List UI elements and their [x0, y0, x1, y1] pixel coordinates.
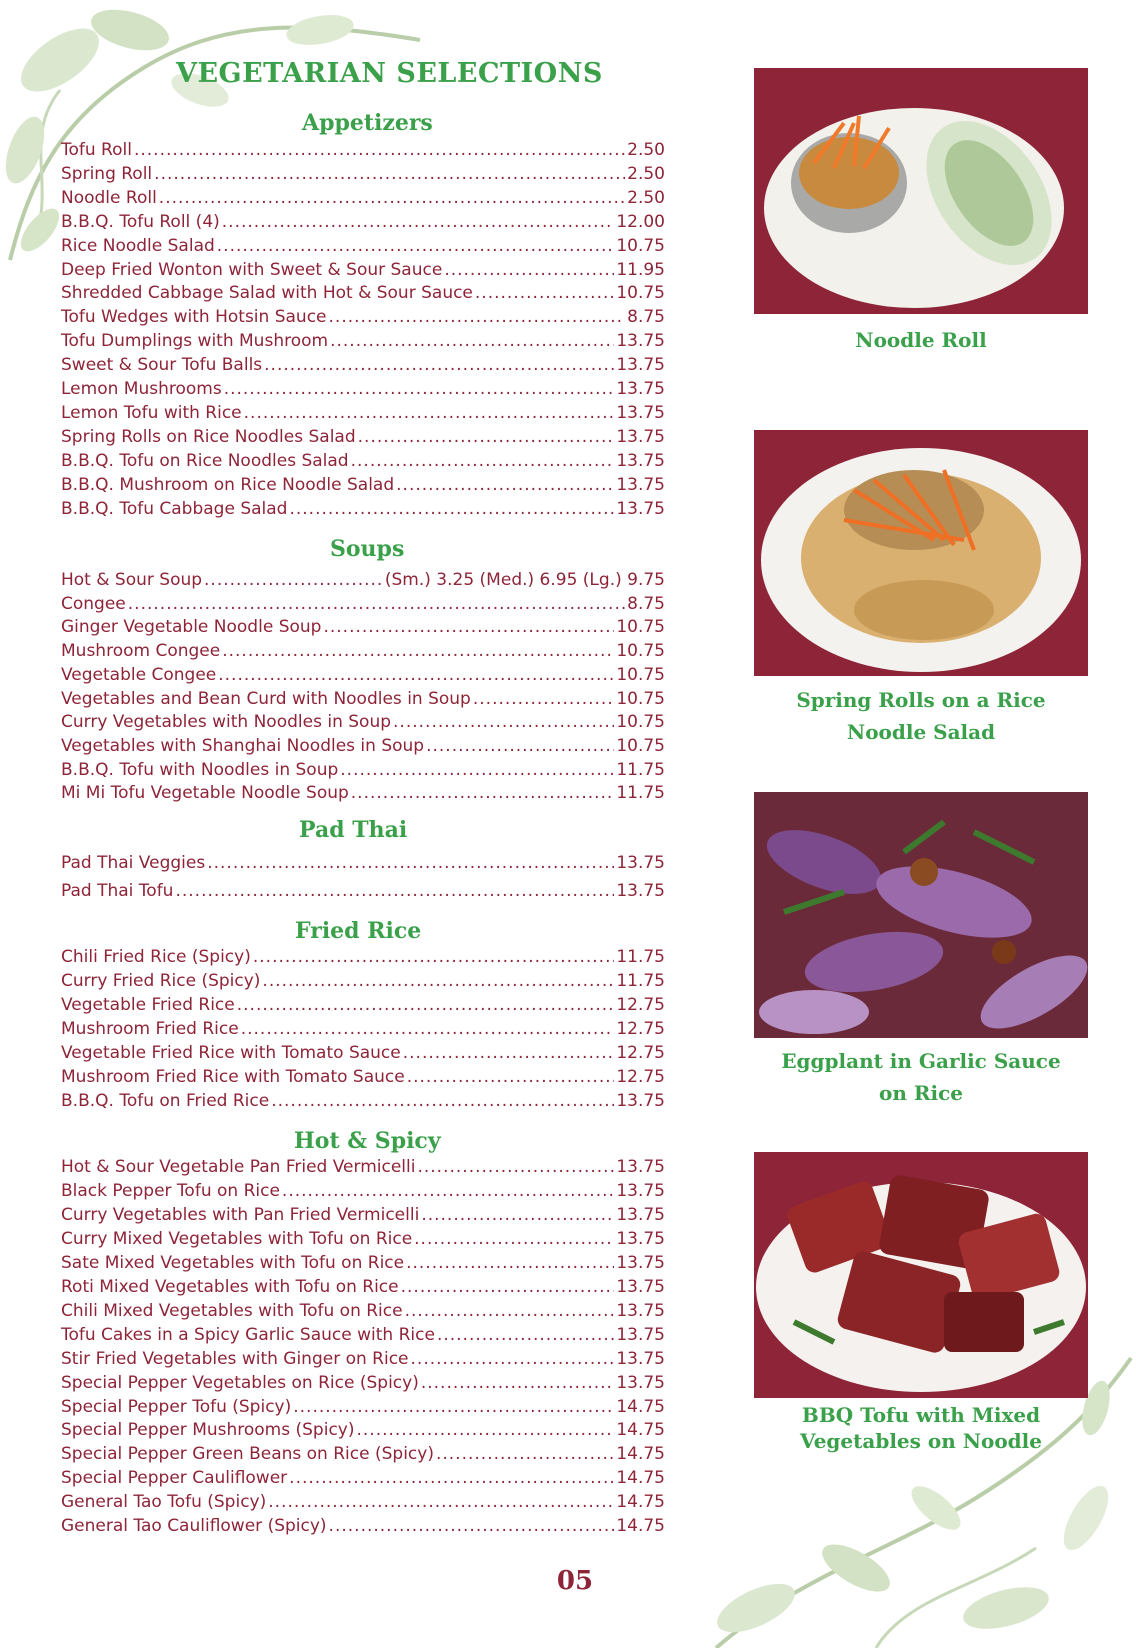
menu-item-price: 12.75 — [616, 1067, 665, 1087]
section-heading-appetizers: Appetizers — [302, 110, 433, 136]
menu-item-name: Pad Thai Tofu — [61, 881, 174, 901]
dot-leader — [351, 450, 615, 472]
dot-leader — [421, 1372, 614, 1394]
menu-item — [61, 1372, 665, 1394]
dot-leader — [405, 1300, 615, 1322]
menu-item — [61, 282, 665, 304]
menu-item-name: Curry Vegetables with Pan Fried Vermicelli — [61, 1204, 420, 1225]
menu-item — [61, 163, 665, 185]
menu-item-price: 2.50 — [627, 187, 665, 208]
menu-item-price: 10.75 — [616, 712, 665, 733]
menu-item-price: 10.75 — [616, 641, 665, 662]
caption-noodle-roll: Noodle Roll — [855, 328, 987, 352]
dot-leader — [262, 970, 614, 992]
menu-item — [61, 1419, 665, 1441]
menu-item — [61, 1156, 665, 1178]
menu-item — [61, 1348, 665, 1370]
menu-item-price: (Sm.) 3.25 (Med.) 6.95 (Lg.) 9.75 — [384, 570, 665, 590]
menu-item-price: 11.95 — [616, 259, 665, 280]
menu-item-price: 13.75 — [616, 1228, 665, 1249]
menu-item-price: 14.75 — [616, 1516, 665, 1537]
menu-item-name: Vegetable Fried Rice — [61, 995, 235, 1015]
dot-leader — [241, 1018, 615, 1040]
photo-eggplant-garlic — [754, 792, 1088, 1038]
menu-item-name: Lemon Tofu with Rice — [61, 402, 242, 423]
dot-leader — [218, 664, 614, 686]
dot-leader — [421, 1204, 614, 1226]
menu-item-price: 13.75 — [616, 1204, 665, 1225]
menu-item — [61, 1180, 665, 1202]
menu-item-price: 11.75 — [616, 759, 665, 780]
menu-item-name: Special Pepper Vegetables on Rice (Spicy) — [61, 1372, 419, 1393]
dot-leader — [293, 1396, 614, 1418]
menu-item — [61, 1300, 665, 1322]
menu-item-name: Tofu Roll — [61, 140, 132, 160]
dot-leader — [207, 852, 614, 874]
menu-item-name: Tofu Cakes in a Spicy Garlic Sauce with Rice — [61, 1324, 435, 1345]
menu-item-price: 12.75 — [616, 1019, 665, 1039]
menu-item-price: 10.75 — [616, 688, 665, 709]
menu-item-name: Shredded Cabbage Salad with Hot & Sour Sauce — [61, 283, 473, 304]
menu-item-price: 14.75 — [616, 1396, 665, 1417]
menu-item-price: 13.75 — [616, 1372, 665, 1393]
menu-item — [61, 970, 665, 992]
menu-item — [61, 474, 665, 496]
menu-item — [61, 211, 665, 233]
caption-spring-rolls-salad: Spring Rolls on a Rice Noodle Salad — [796, 688, 1046, 744]
menu-item-name: Curry Vegetables with Noodles in Soup — [61, 712, 392, 733]
menu-item-price: 14.75 — [616, 1420, 665, 1441]
menu-item-name: Vegetable Fried Rice with Tomato Sauce — [61, 1043, 401, 1063]
dot-leader — [351, 782, 615, 804]
menu-item — [61, 330, 665, 352]
dot-leader — [444, 259, 614, 281]
menu-item-name: Spring Rolls on Rice Noodles Salad — [61, 426, 356, 447]
dot-leader — [271, 1090, 614, 1112]
menu-item-name: Special Pepper Cauliflower — [61, 1468, 288, 1489]
menu-item-name: Special Pepper Mushrooms (Spicy) — [61, 1420, 355, 1441]
menu-item — [61, 1515, 665, 1537]
section-heading-fried-rice: Fried Rice — [295, 918, 422, 944]
menu-item-price: 10.75 — [616, 664, 665, 685]
menu-item-name: Ginger Vegetable Noodle Soup — [61, 617, 322, 638]
dot-leader — [222, 640, 614, 662]
menu-item-price: 13.75 — [616, 498, 665, 519]
dot-leader — [406, 1252, 614, 1274]
menu-item — [61, 354, 665, 376]
menu-item — [61, 1042, 665, 1064]
menu-item-name: Vegetable Congee — [61, 664, 217, 685]
menu-item-price: 12.75 — [616, 995, 665, 1015]
menu-item-name: Stir Fried Vegetables with Ginger on Rice — [61, 1348, 409, 1369]
menu-item — [61, 569, 665, 591]
menu-item — [61, 880, 665, 902]
menu-item-price: 13.75 — [616, 1324, 665, 1345]
menu-item-price: 8.75 — [627, 593, 665, 614]
menu-item-price: 13.75 — [616, 331, 665, 352]
menu-item — [61, 1090, 665, 1112]
dot-leader — [330, 330, 614, 352]
menu-item-price: 13.75 — [616, 379, 665, 399]
dot-leader — [289, 1467, 614, 1489]
menu-item — [61, 1396, 665, 1418]
menu-item — [61, 378, 665, 400]
photo-spring-rolls-salad — [754, 430, 1088, 676]
section-heading-hot-spicy: Hot & Spicy — [294, 1128, 441, 1154]
menu-item — [61, 616, 665, 638]
menu-item-price: 13.75 — [616, 402, 665, 423]
menu-item — [61, 1276, 665, 1298]
dot-leader — [159, 187, 625, 209]
menu-item — [61, 1066, 665, 1088]
dot-leader — [417, 1156, 614, 1178]
photo-noodle-roll — [754, 68, 1088, 314]
menu-item — [61, 187, 665, 209]
caption-eggplant-garlic: Eggplant in Garlic Sauce on Rice — [781, 1049, 1061, 1105]
menu-item-price: 13.75 — [616, 1180, 665, 1201]
section-heading-pad-thai: Pad Thai — [299, 817, 408, 843]
menu-item-name: Black Pepper Tofu on Rice — [61, 1180, 280, 1201]
menu-item-price: 2.50 — [627, 140, 665, 160]
menu-item — [61, 782, 665, 804]
dot-leader — [473, 688, 614, 710]
dot-leader — [268, 1491, 614, 1513]
caption-bbq-tofu-vegetables: BBQ Tofu with Mixed Vegetables on Noodle — [800, 1403, 1042, 1453]
dot-leader — [128, 593, 625, 615]
menu-item-price: 13.75 — [616, 450, 665, 471]
dot-leader — [414, 1228, 614, 1250]
menu-item-price: 11.75 — [616, 947, 665, 967]
menu-item-name: Curry Fried Rice (Spicy) — [61, 971, 261, 991]
menu-item-name: Lemon Mushrooms — [61, 379, 222, 399]
menu-item-name: Vegetables with Shanghai Noodles in Soup — [61, 735, 425, 756]
menu-item-name: Chili Fried Rice (Spicy) — [61, 947, 251, 967]
menu-item-price: 13.75 — [616, 881, 665, 901]
dot-leader — [393, 711, 614, 733]
dot-leader — [437, 1324, 614, 1346]
menu-item-price: 10.75 — [616, 235, 665, 256]
dot-leader — [253, 946, 614, 968]
menu-item-price: 13.75 — [616, 1276, 665, 1297]
menu-item — [61, 1018, 665, 1040]
menu-item-name: B.B.Q. Mushroom on Rice Noodle Salad — [61, 474, 395, 495]
menu-item — [61, 1204, 665, 1226]
menu-item-price: 12.75 — [616, 1043, 665, 1063]
menu-item-price: 10.75 — [616, 283, 665, 304]
dot-leader — [340, 759, 614, 781]
menu-item — [61, 994, 665, 1016]
menu-item — [61, 1467, 665, 1489]
menu-item — [61, 1252, 665, 1274]
menu-item-name: Pad Thai Veggies — [61, 853, 206, 873]
menu-item-price: 2.50 — [627, 163, 665, 184]
menu-item-price: 10.75 — [616, 617, 665, 638]
dot-leader — [224, 378, 615, 400]
menu-item — [61, 235, 665, 257]
menu-item-price: 12.00 — [616, 211, 665, 232]
dot-leader — [264, 354, 614, 376]
menu-item — [61, 640, 665, 662]
dot-leader — [289, 498, 614, 520]
dot-leader — [237, 994, 615, 1016]
menu-item-name: Hot & Sour Soup — [61, 570, 203, 590]
menu-item — [61, 402, 665, 424]
menu-item-name: Rice Noodle Salad — [61, 235, 215, 256]
menu-item-name: General Tao Tofu (Spicy) — [61, 1492, 267, 1513]
menu-item-name: Special Pepper Tofu (Spicy) — [61, 1396, 292, 1417]
menu-item — [61, 1324, 665, 1346]
menu-item-price: 10.75 — [616, 735, 665, 756]
dot-leader — [134, 139, 625, 161]
dot-leader — [222, 211, 615, 233]
menu-item — [61, 306, 665, 328]
dot-leader — [329, 1515, 615, 1537]
menu-item-name: Hot & Sour Vegetable Pan Fried Vermicelli — [61, 1157, 416, 1177]
menu-item-name: Spring Roll — [61, 163, 153, 184]
dot-leader — [407, 1066, 615, 1088]
dot-leader — [154, 163, 625, 185]
menu-item-price: 11.75 — [616, 783, 665, 804]
menu-item-price: 13.75 — [616, 1252, 665, 1273]
menu-item — [61, 426, 665, 448]
dot-leader — [401, 1276, 615, 1298]
menu-item — [61, 946, 665, 968]
menu-item — [61, 664, 665, 686]
section-heading-soups: Soups — [330, 536, 405, 562]
menu-item-name: Sweet & Sour Tofu Balls — [61, 355, 263, 376]
dot-leader — [436, 1443, 614, 1465]
menu-item-price: 13.75 — [616, 1348, 665, 1369]
menu-item-price: 11.75 — [616, 971, 665, 991]
menu-item — [61, 139, 665, 161]
menu-item-price: 14.75 — [616, 1444, 665, 1465]
dot-leader — [323, 616, 614, 638]
dot-leader — [204, 569, 383, 591]
menu-item-name: Tofu Wedges with Hotsin Sauce — [61, 307, 327, 328]
menu-item-price: 13.75 — [616, 355, 665, 376]
page-number: 05 — [556, 1566, 594, 1596]
menu-item — [61, 1443, 665, 1465]
menu-item-name: B.B.Q. Tofu Roll (4) — [61, 211, 220, 232]
menu-item-price: 13.75 — [616, 1091, 665, 1111]
dot-leader — [329, 306, 626, 328]
menu-item-price: 8.75 — [627, 307, 665, 328]
dot-leader — [396, 474, 614, 496]
menu-item-name: Deep Fried Wonton with Sweet & Sour Sauce — [61, 259, 443, 280]
dot-leader — [358, 426, 615, 448]
menu-item-name: Vegetables and Bean Curd with Noodles in Soup — [61, 688, 471, 709]
menu-item-name: B.B.Q. Tofu on Fried Rice — [61, 1091, 270, 1111]
menu-item — [61, 1228, 665, 1250]
menu-item — [61, 735, 665, 757]
menu-item-price: 13.75 — [616, 426, 665, 447]
menu-item-price: 13.75 — [616, 853, 665, 873]
dot-leader — [411, 1348, 615, 1370]
menu-item-name: Sate Mixed Vegetables with Tofu on Rice — [61, 1252, 405, 1273]
menu-item — [61, 593, 665, 615]
menu-item-name: Mushroom Congee — [61, 641, 221, 662]
page-title: VEGETARIAN SELECTIONS — [176, 58, 603, 89]
dot-leader — [244, 402, 615, 424]
menu-item — [61, 688, 665, 710]
menu-item-name: Chili Mixed Vegetables with Tofu on Rice — [61, 1300, 403, 1321]
menu-item-name: Curry Mixed Vegetables with Tofu on Rice — [61, 1228, 413, 1249]
dot-leader — [475, 282, 614, 304]
menu-item-name: Roti Mixed Vegetables with Tofu on Rice — [61, 1276, 399, 1297]
dot-leader — [356, 1419, 614, 1441]
menu-item — [61, 759, 665, 781]
menu-item-name: General Tao Cauliflower (Spicy) — [61, 1516, 327, 1537]
menu-item — [61, 711, 665, 733]
menu-item-name: Noodle Roll — [61, 187, 157, 208]
dot-leader — [426, 735, 614, 757]
dot-leader — [282, 1180, 614, 1202]
menu-item-name: B.B.Q. Tofu Cabbage Salad — [61, 498, 288, 519]
menu-item — [61, 450, 665, 472]
menu-item-price: 13.75 — [616, 1157, 665, 1177]
menu-item-name: Mushroom Fried Rice with Tomato Sauce — [61, 1067, 405, 1087]
photo-bbq-tofu-vegetables — [754, 1152, 1088, 1398]
menu-item-name: Special Pepper Green Beans on Rice (Spicy) — [61, 1444, 434, 1465]
menu-item — [61, 259, 665, 281]
dot-leader — [175, 880, 614, 902]
menu-item-price: 13.75 — [616, 1300, 665, 1321]
menu-item-price: 14.75 — [616, 1468, 665, 1489]
menu-item — [61, 498, 665, 520]
menu-item-price: 14.75 — [616, 1492, 665, 1513]
menu-item-name: Mi Mi Tofu Vegetable Noodle Soup — [61, 783, 349, 804]
menu-item-name: B.B.Q. Tofu with Noodles in Soup — [61, 759, 339, 780]
menu-item — [61, 852, 665, 874]
menu-item — [61, 1491, 665, 1513]
menu-item-name: Congee — [61, 593, 126, 614]
menu-item-name: Tofu Dumplings with Mushroom — [61, 331, 329, 352]
dot-leader — [403, 1042, 615, 1064]
dot-leader — [217, 235, 615, 257]
menu-item-name: B.B.Q. Tofu on Rice Noodles Salad — [61, 450, 349, 471]
menu-item-name: Mushroom Fried Rice — [61, 1019, 239, 1039]
menu-item-price: 13.75 — [616, 474, 665, 495]
